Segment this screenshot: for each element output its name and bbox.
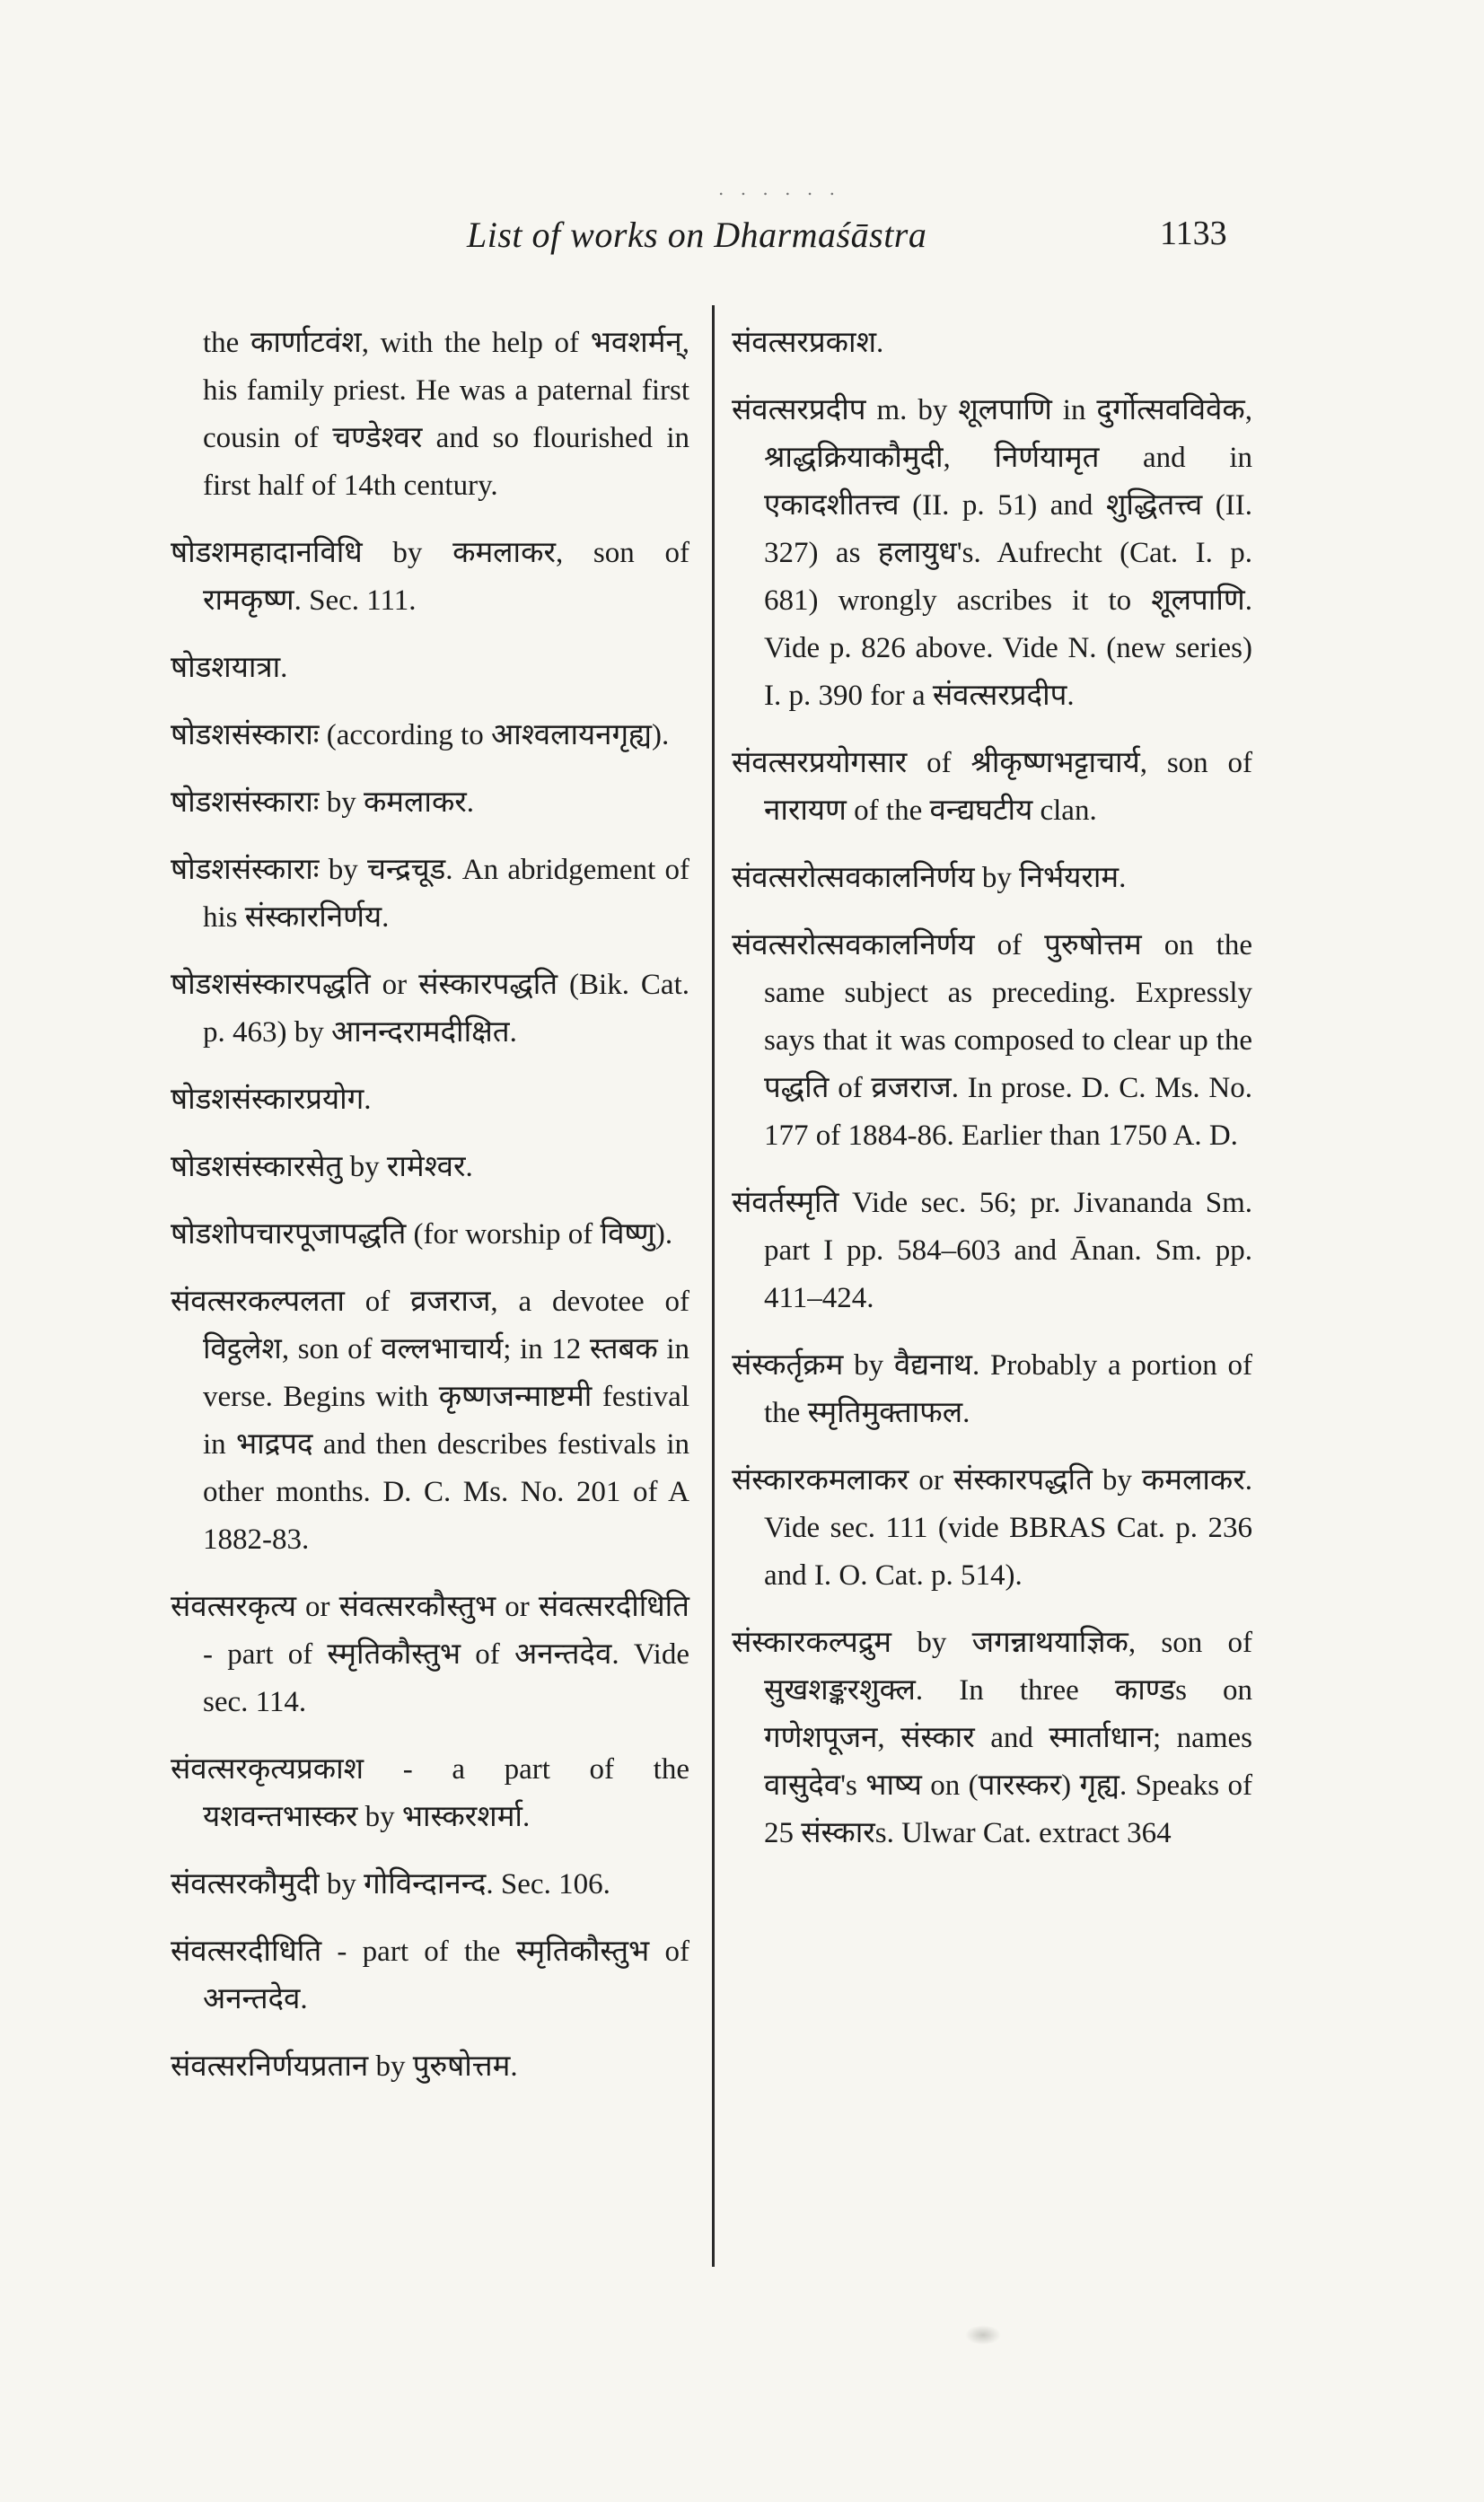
entry: संस्कारकल्पद्रुम by जगन्नाथयाज्ञिक, son of सुखशङ्करशुक्ल. In three काण्डs on गणेशपूजन, संस्कार and स्मार्ताधान; names वासुदेव's भाष्य on (पारस्कर) गृह्य. Speaks of 25 संस्कारs. Ulwar Cat. extract 364 (732, 1627, 1252, 1849)
running-title: List of works on Dharmaśāstra (467, 215, 927, 255)
page-number: 1133 (1160, 215, 1227, 252)
entry: संस्कारकमलाकर or संस्कारपद्धति by कमलाकर. Vide sec. 111 (vide BBRAS Cat. p. 236 and I. O. Cat. p. 514). (732, 1464, 1252, 1592)
entry: षोडशमहादानविधि by कमलाकर, son of रामकृष्ण. Sec. 111. (171, 537, 689, 617)
entry: संवत्सरकौमुदी by गोविन्दानन्द. Sec. 106. (171, 1868, 610, 1901)
entry: षोडशसंस्काराः (according to आश्वलायनगृह्य). (171, 719, 670, 751)
scan-speckles: . . . . . . (718, 178, 840, 199)
scan-smudge (965, 2325, 1001, 2345)
entry: षोडशोपचारपूजापद्धति (for worship of विष्णु). (171, 1218, 673, 1251)
entry: संवत्सरकल्पलता of व्रजराज, a devotee of विट्ठलेश, son of वल्लभाचार्य; in 12 स्तबक in verse. Begins with कृष्णजन्माष्टमी festival in भाद्रपद and then describes festivals in other months. D. C. Ms. No. 201 of A 1882-83. (171, 1286, 689, 1556)
entry: षोडशसंस्काराः by चन्द्रचूड. An abridgement of his संस्कारनिर्णय. (171, 854, 689, 934)
left-column (171, 320, 689, 2111)
entry: संवत्सरदीधिति - part of the स्मृतिकौस्तुभ of अनन्तदेव. (171, 1936, 689, 2015)
page-header (0, 214, 1484, 268)
right-column (732, 320, 1252, 1877)
entry: षोडशसंस्काराः by कमलाकर. (171, 786, 475, 819)
entry: संवत्सरप्रयोगसार of श्रीकृष्णभट्टाचार्य, son of नारायण of the वन्द्यघटीय clan. (732, 747, 1252, 827)
entry: संवत्सरकृत्य or संवत्सरकौस्तुभ or संवत्सरदीधिति - part of स्मृतिकौस्तुभ of अनन्तदेव. Vide sec. 114. (171, 1591, 689, 1718)
entry: संवत्सरप्रकाश. (732, 327, 884, 359)
entry: संवत्सरोत्सवकालनिर्णय by निर्भयराम. (732, 862, 1127, 894)
entry: संवर्तस्मृति Vide sec. 56; pr. Jivananda Sm. part I pp. 584–603 and Ānan. Sm. pp. 411–424. (732, 1187, 1252, 1314)
entry: षोडशसंस्कारसेतु by रामेश्वर. (171, 1151, 473, 1183)
entry: संस्कर्तृक्रम by वैद्यनाथ. Probably a portion of the स्मृतिमुक्ताफल. (732, 1349, 1252, 1429)
entry-continuation: the कार्णाटवंश, with the help of भवशर्मन्, his family priest. He was a paternal first cousin of चण्डेश्वर and so flourished in first half of 14th century. (203, 327, 689, 502)
entry: षोडशयात्रा. (171, 652, 288, 684)
entry: संवत्सरनिर्णयप्रतान by पुरुषोत्तम. (171, 2050, 518, 2083)
column-divider (712, 305, 715, 2267)
entry: संवत्सरकृत्यप्रकाश - a part of the यशवन्तभास्कर by भास्करशर्मा. (171, 1753, 689, 1833)
entry: षोडशसंस्कारपद्धति or संस्कारपद्धति (Bik. Cat. p. 463) by आनन्दरामदीक्षित. (171, 969, 689, 1049)
entry: संवत्सरोत्सवकालनिर्णय of पुरुषोत्तम on the same subject as preceding. Expressly says that it was composed to clear up the पद्धति of व्रजराज. In prose. D. C. Ms. No. 177 of 1884-86. Earlier than 1750 A. D. (732, 929, 1252, 1152)
entry: संवत्सरप्रदीप m. by शूलपाणि in दुर्गोत्सवविवेक, श्राद्धक्रियाकौमुदी, निर्णयामृत and in एकादशीतत्त्व (II. p. 51) and शुद्धितत्त्व (II. 327) as हलायुध's. Aufrecht (Cat. I. p. 681) wrongly ascribes it to शूलपाणि. Vide p. 826 above. Vide N. (new series) I. p. 390 for a संवत्सरप्रदीप. (732, 394, 1252, 712)
entry: षोडशसंस्कारप्रयोग. (171, 1084, 372, 1116)
